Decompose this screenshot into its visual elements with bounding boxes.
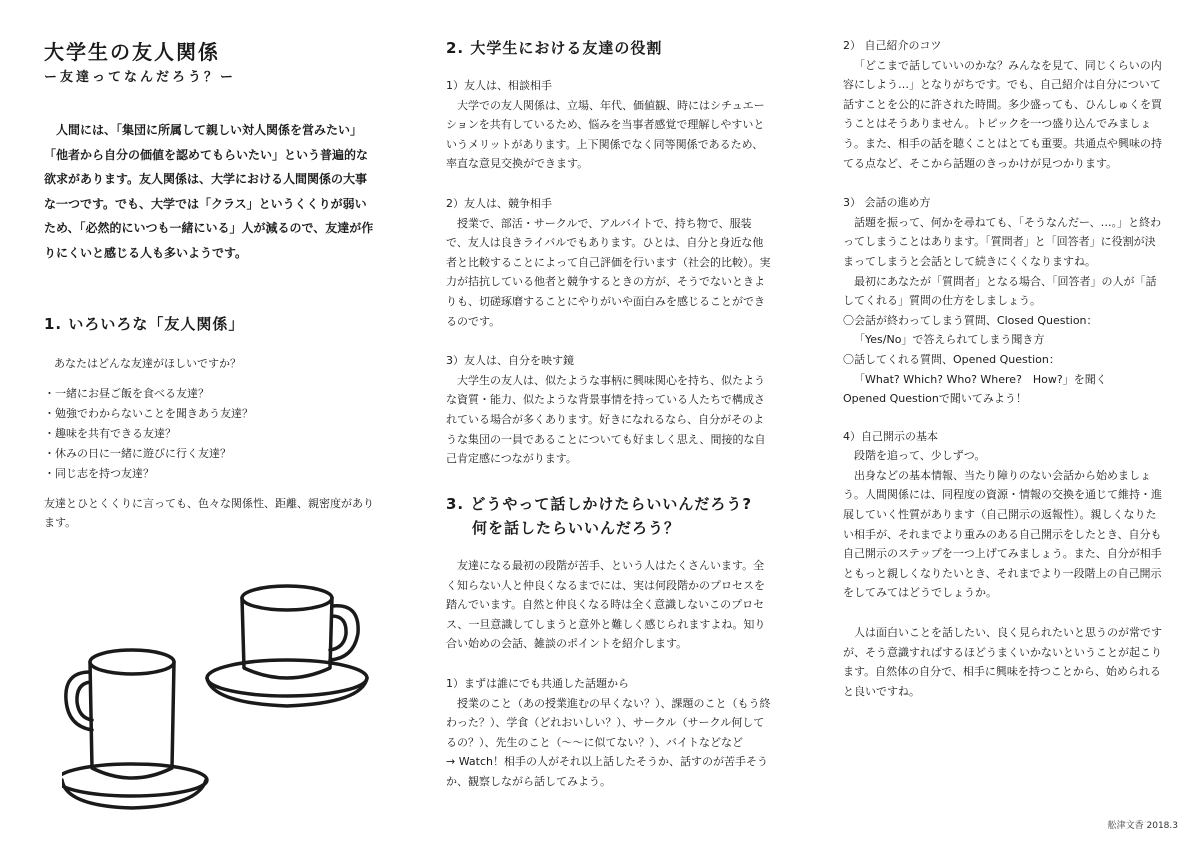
section-3-heading: 3. どうやって話しかけたらいいんだろう?	[446, 495, 753, 513]
section-3-intro: 友達になる最初の段階が苦手、という人はたくさんいます。全く知らない人と仲良くなるまでには、実は何段階かのプロセスを踏んでいます。自然と仲良くなる時は全く意識しないこのプロセス、一旦意識してしまうと意外と難しく感じられますよね。知り合い始めの会話、雑談のポイントを紹介します。	[446, 559, 766, 651]
step-1-note: → Watch！相手の人がそれ以上話したそうか、話すのが苦手そうか、観察しながら話してみよう。	[446, 755, 768, 788]
role-body: 大学での友人関係は、立場、年代、価値観、時にはシチュエーションを共有しているため、悩みを当事者感覚で理解しやすいというメリットがあります。上下関係でなく同等関係であるため、率直な意見交換ができます。	[446, 98, 765, 171]
step-3-label: 3） 会話の進め方	[843, 196, 931, 210]
section-1	[44, 312, 374, 533]
section-3-continued	[843, 36, 1165, 701]
step-2-label: 2） 自己紹介のコツ	[843, 39, 942, 52]
section-1-heading: 1. いろいろな「友人関係」	[44, 315, 245, 333]
role-label: 2）友人は、競争相手	[446, 196, 552, 210]
role-body: 授業で、部活・サークルで、アルバイトで、持ち物で、服装で、友人は良きライバルでもあります。ひとは、自分と身近な他者と比較することによって自己評価を行います（社会的比較）。実力が拮抗している他者と競争するときの方が、そうでないときよりも、切磋琢磨することにやりがいや面白みを感じることができるのです。	[446, 216, 771, 328]
step-4-body: 出身などの基本情報、当たり障りのない会話から始めましょう。人間関係には、同程度の資源・情報の交換を通じて維持・進展していく性質があります（自己開示の返報性）。親しくなりたい相手が、それまでより重みのある自己開示をしたとき、自分も自己開示のステップを一つ上げてみましょう。また、自分が相手ともっと親しくなりたいとき、それまでより一段階上の自己開示をしてみてはどうでしょうか。	[843, 468, 1162, 600]
role-label: 1）友人は、相談相手	[446, 79, 552, 92]
list-item: ・休みの日に一緒に遊びに行く友達？	[44, 446, 231, 460]
role-label: 3）友人は、自分を映す鏡	[446, 354, 574, 368]
section-2	[446, 36, 771, 469]
list-item: ・同じ志を持つ友達？	[44, 466, 154, 480]
page-subtitle: ー友達ってなんだろう？ー	[44, 70, 237, 85]
closed-question-label: 〇会話が終わってしまう質問、Closed Question：	[843, 313, 1098, 327]
list-item: ・勉強でわからないことを聞きあう友達？	[44, 406, 253, 420]
open-question-label: 〇話してくれる質問、Opened Question：	[843, 352, 1060, 366]
open-question-note: Opened Questionで聞いてみよう！	[843, 392, 1027, 406]
step-2-body: 「どこまで話していいのかな？みんなを見て、同じくらいの内容にしよう…」となりがちです。でも、自己紹介は自分について話すことを公的に許された時間。多少盛っても、ひんしゅくを買うことはそうありません。トピックを一つ盛り込んでみましょう。また、相手の話を聴くことはとても重要。共通点や興味の持てる点など、そこから話題のきっかけが見つかります。	[843, 58, 1162, 170]
step-3-body-2: 最初にあなたが「質問者」となる場合、「回答者」の人が「話してくれる」質問の仕方をしましょう。	[843, 274, 1157, 308]
role-body: 大学生の友人は、似たような事柄に興味関心を持ち、似たような資質・能力、似たような背景事情を持っている人たちで構成されている場合が多くあります。好きになれるなら、自分がそのような集団の一員であることについても好ましく思え、間接的な自己肯定感につながります。	[446, 373, 766, 466]
role-item	[446, 351, 771, 469]
step-4-label: 4）自己開示の基本	[843, 429, 938, 443]
list-item: ・趣味を共有できる友達？	[44, 426, 176, 440]
section-3	[446, 492, 771, 792]
step-3-body-1: 話題を振って、何かを尋ねても、「そうなんだー、…。」と終わってしまうことはあります。「質問者」と「回答者」に役割が決まってしまうと会話として続きにくくなりますね。	[843, 215, 1162, 268]
step-1-label: 1）まずは誰にでも共通した話題から	[446, 676, 629, 690]
coffee-cups-icon	[62, 568, 382, 818]
closing-paragraph: 人は面白いことを話したい、良く見られたいと思うのが常ですが、そう意識すればするほどうまくいかないということが起こります。自然体の自分で、相手に興味を持つことから、始められると良いですね。	[843, 626, 1162, 698]
intro-paragraph: 人間には、「集団に所属して親しい対人関係を営みたい」「他者から自分の価値を認めてもらいたい」という普遍的な欲求があります。友人関係は、大学における人間関係の大事な一つです。でも、大学では「クラス」というくくりが弱いため、「必然的にいつも一緒にいる」人が減るので、友達が作りにくいと感じる人も多いようです。	[44, 123, 374, 260]
step-1-body: 授業のこと（あの授業進むの早くない？）、課題のこと（もう終わった？）、学食（どれおいしい？）、サークル（サークル何してるの？）、先生のこと（〜〜に似てない？）、バイトなどなど	[446, 696, 771, 749]
section-1-note: 友達とひとくくりに言っても、色々な関係性、距離、親密度があります。	[44, 496, 374, 530]
section-1-question: あなたはどんな友達がほしいですか？	[54, 357, 241, 370]
open-question-example: 「What? Which? Who? Where? How?」を聞く	[854, 372, 1107, 386]
list-item: ・一緒にお昼ご飯を食べる友達？	[44, 386, 209, 400]
section-2-heading: 2. 大学生における友達の役割	[446, 39, 663, 57]
role-item	[446, 194, 771, 331]
section-3-heading-line-2: 何を話したらいいんだろう？	[472, 519, 681, 537]
role-item	[446, 76, 771, 174]
page-title: 大学生の友人関係	[44, 40, 220, 64]
author-date: 舩津文香 2018.3	[1107, 821, 1178, 831]
step-4-lead: 段階を追って、少しずつ。	[854, 449, 986, 463]
closed-question-example: 「Yes/No」で答えられてしまう聞き方	[854, 333, 1045, 347]
friend-type-list	[44, 384, 374, 484]
